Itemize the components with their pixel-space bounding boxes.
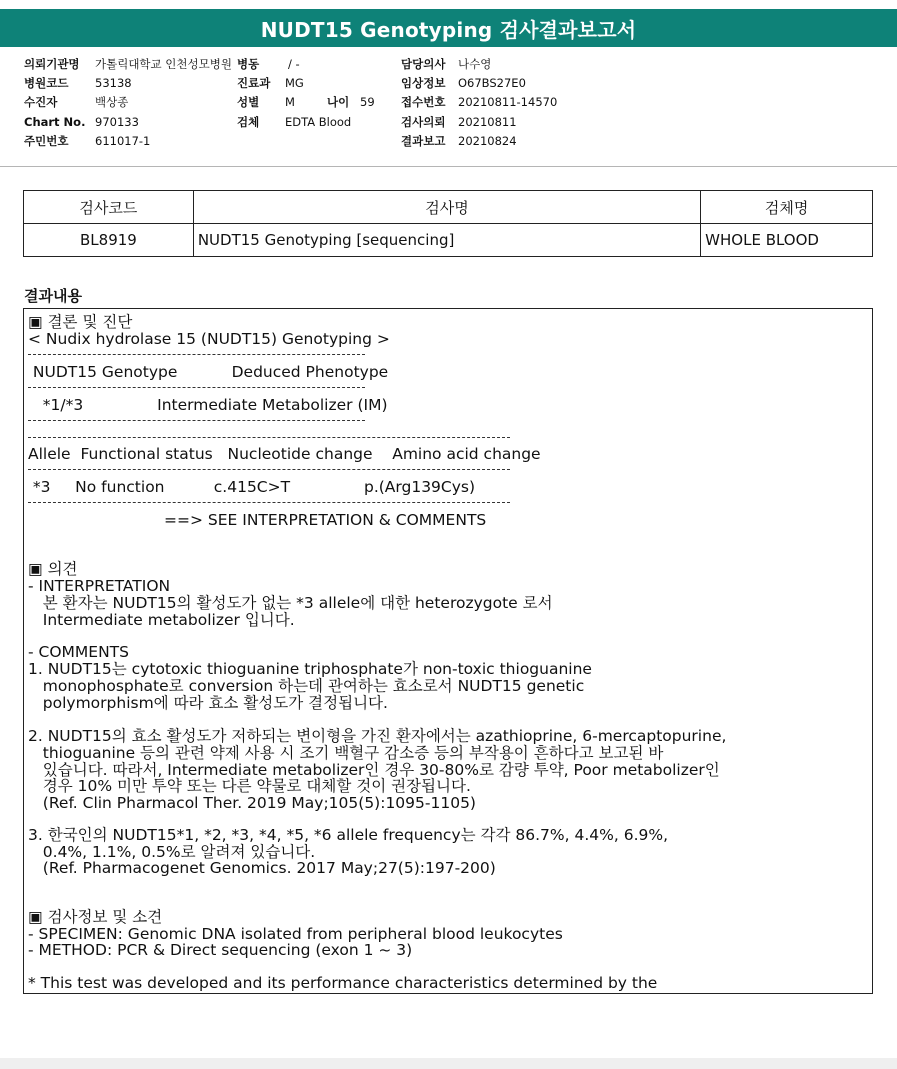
result-line: (Ref. Clin Pharmacol Ther. 2019 May;105(5):1095-1105) xyxy=(28,794,476,812)
test-code: BL8919 xyxy=(24,224,194,257)
header-code: 검사코드 xyxy=(24,191,194,224)
footer-bar xyxy=(0,1058,897,1069)
clinical-value: O67BS27E0 xyxy=(458,76,526,90)
result-line: - SPECIMEN: Genomic DNA isolated from peripheral blood leukocytes xyxy=(28,925,563,943)
chart-label: Chart No. xyxy=(24,115,86,129)
result-line: Allele Functional status Nucleotide change Amino acid change xyxy=(28,445,541,463)
dept-value: MG xyxy=(285,76,304,90)
result-line: 2. NUDT15의 효소 활성도가 저하되는 변이형을 가진 환자에서는 azathioprine, 6-mercaptopurine, xyxy=(28,727,727,745)
specimen-label: 검체 xyxy=(237,115,260,129)
result-line: thioguanine 등의 관련 약제 사용 시 조기 백혈구 감소증 등의 부작용이 흔하다고 보고된 바 xyxy=(28,744,664,762)
result-line: 경우 10% 미만 투약 또는 다른 약물로 대체할 것이 권장됩니다. xyxy=(28,777,471,795)
result-line: Intermediate metabolizer 입니다. xyxy=(28,611,295,629)
doctor-value: 나수영 xyxy=(458,57,492,71)
result-heading: 결과내용 xyxy=(24,287,82,305)
divider xyxy=(0,166,897,167)
header-specimen: 검체명 xyxy=(701,191,873,224)
ward-value: / - xyxy=(288,57,300,71)
dept-label: 진료과 xyxy=(237,76,271,90)
ward-label: 병동 xyxy=(237,57,260,71)
dashed-divider xyxy=(28,420,365,421)
hospital-code-value: 53138 xyxy=(95,76,132,90)
result-line: 0.4%, 1.1%, 0.5%로 알려져 있습니다. xyxy=(28,843,316,861)
patient-value: 백상종 xyxy=(95,95,129,109)
result-line: - COMMENTS xyxy=(28,643,129,661)
patient-info xyxy=(0,55,897,167)
header-name: 검사명 xyxy=(193,191,700,224)
sex-value: M xyxy=(285,95,295,109)
result-line: ▣ 검사정보 및 소견 xyxy=(28,908,163,926)
specimen-value: EDTA Blood xyxy=(285,115,352,129)
hospital-code-label: 병원코드 xyxy=(24,76,69,90)
hospital-label: 의뢰기관명 xyxy=(24,57,80,71)
patient-label: 수진자 xyxy=(24,95,58,109)
result-line: - INTERPRETATION xyxy=(28,577,171,595)
result-line: - METHOD: PCR & Direct sequencing (exon 1 ~ 3) xyxy=(28,941,413,959)
dashed-divider xyxy=(28,387,365,388)
receipt-value: 20210811-14570 xyxy=(458,95,558,109)
result-line: ▣ 결론 및 진단 xyxy=(28,313,133,331)
result-line: polymorphism에 따라 효소 활성도가 결정됩니다. xyxy=(28,694,388,712)
result-line: 있습니다. 따라서, Intermediate metabolizer인 경우 30-80%로 감량 투약, Poor metabolizer인 xyxy=(28,761,720,779)
age-label: 나이 xyxy=(327,95,350,109)
result-line: *3 No function c.415C>T p.(Arg139Cys) xyxy=(28,478,476,496)
test-table-header xyxy=(24,191,873,224)
table-row xyxy=(24,224,873,257)
result-line: NUDT15 Genotype Deduced Phenotype xyxy=(28,363,389,381)
test-specimen: WHOLE BLOOD xyxy=(701,224,873,257)
rrn-label: 주민번호 xyxy=(24,134,69,148)
request-value: 20210811 xyxy=(458,115,517,129)
test-table xyxy=(23,190,873,257)
result-line: * This test was developed and its performance characteristics determined by the xyxy=(28,974,658,992)
chart-value: 970133 xyxy=(95,115,139,129)
hospital-value: 가톨릭대학교 인천성모병원 xyxy=(95,57,232,71)
request-label: 검사의뢰 xyxy=(401,115,446,129)
clinical-label: 임상정보 xyxy=(401,76,446,90)
result-line: ==> SEE INTERPRETATION & COMMENTS xyxy=(164,511,487,529)
result-line: *1/*3 Intermediate Metabolizer (IM) xyxy=(28,396,388,414)
dashed-divider xyxy=(28,354,365,355)
sex-label: 성별 xyxy=(237,95,260,109)
report-title: NUDT15 Genotyping 검사결과보고서 xyxy=(0,9,897,47)
dashed-divider xyxy=(28,437,510,438)
result-line: 본 환자는 NUDT15의 활성도가 없는 *3 allele에 대한 heterozygote 로서 xyxy=(28,594,553,612)
receipt-label: 접수번호 xyxy=(401,95,446,109)
doctor-label: 담당의사 xyxy=(401,57,446,71)
report-value: 20210824 xyxy=(458,134,517,148)
result-line: ▣ 의견 xyxy=(28,560,78,578)
age-value: 59 xyxy=(360,95,375,109)
result-line: 1. NUDT15는 cytotoxic thioguanine triphosphate가 non-toxic thioguanine xyxy=(28,660,592,678)
dashed-divider xyxy=(28,469,510,470)
result-content xyxy=(23,308,873,994)
report-label: 결과보고 xyxy=(401,134,446,148)
result-line: monophosphate로 conversion 하는데 관여하는 효소로서 NUDT15 genetic xyxy=(28,677,585,695)
dashed-divider xyxy=(28,502,510,503)
rrn-value: 611017-1 xyxy=(95,134,151,148)
result-line: < Nudix hydrolase 15 (NUDT15) Genotyping > xyxy=(28,330,390,348)
result-line: 3. 한국인의 NUDT15*1, *2, *3, *4, *5, *6 allele frequency는 각각 86.7%, 4.4%, 6.9%, xyxy=(28,826,669,844)
test-name: NUDT15 Genotyping [sequencing] xyxy=(193,224,700,257)
result-line: (Ref. Pharmacogenet Genomics. 2017 May;27(5):197-200) xyxy=(28,859,496,877)
